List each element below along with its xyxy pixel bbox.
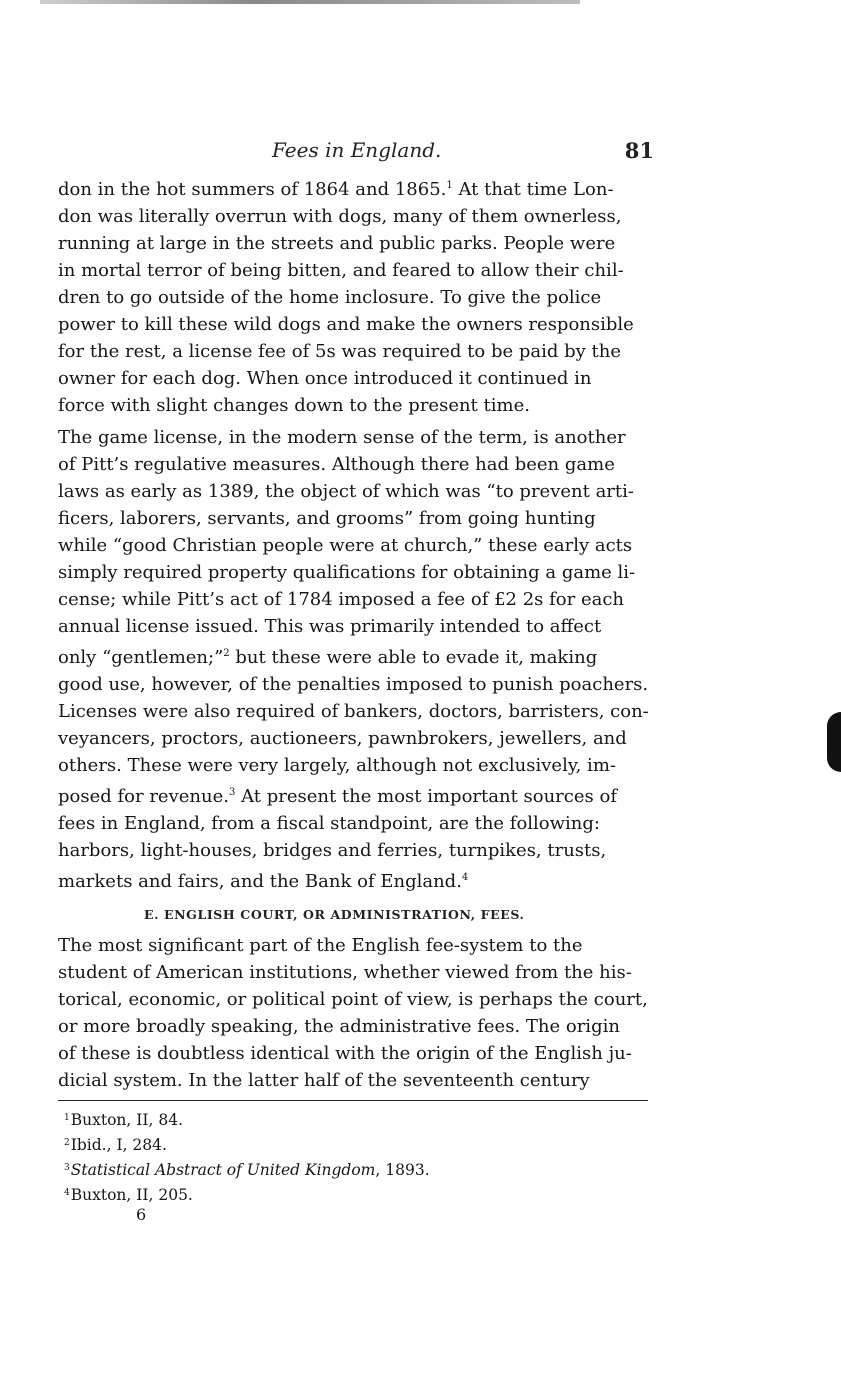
text-line: simply required property qualifications for obtaining a game li- <box>58 562 636 583</box>
paragraph-court-fees <box>58 932 652 1094</box>
text-line: harbors, light-houses, bridges and ferries, turnpikes, trusts, <box>58 840 607 861</box>
text-line: veyancers, proctors, auctioneers, pawnbrokers, jewellers, and <box>58 728 627 749</box>
book-page <box>58 132 652 1223</box>
footnote-ref: 2 <box>223 648 230 659</box>
text-line: power to kill these wild dogs and make the owners responsible <box>58 314 634 335</box>
text-line: torical, economic, or political point of view, is perhaps the court, <box>58 989 648 1010</box>
section-heading: E. ENGLISH COURT, OR ADMINISTRATION, FEES. <box>144 907 525 922</box>
page-header <box>58 132 652 172</box>
text-line: markets and fairs, and the Bank of England.$^4$ <box>58 871 469 892</box>
footnote-ref: 3 <box>228 787 236 798</box>
footnote-ref: 1 <box>446 180 453 191</box>
text-line: Licenses were also required of bankers, doctors, barristers, con- <box>58 701 649 722</box>
text-line: ficers, laborers, servants, and grooms” from going hunting <box>58 508 596 529</box>
text-line: The game license, in the modern sense of the term, is another <box>58 427 626 448</box>
footnote: $^3$Statistical Abstract of United Kingdom, 1893. <box>64 1161 430 1179</box>
text-line: or more broadly speaking, the administrative fees. The origin <box>58 1016 620 1037</box>
footnote: $^2$Ibid., I, 284. <box>64 1136 167 1154</box>
paragraph-dog-license <box>58 172 652 419</box>
text-line: while “good Christian people were at church,” these early acts <box>58 535 633 556</box>
text-line: in mortal terror of being bitten, and feared to allow their chil- <box>58 260 624 281</box>
text-line: cense; while Pitt’s act of 1784 imposed a fee of £2 2s for each <box>58 589 625 610</box>
footnote-divider <box>58 1100 648 1101</box>
text-line: annual license issued. This was primarily intended to affect <box>58 616 602 637</box>
text-line: owner for each dog. When once introduced it continued in <box>58 368 592 389</box>
text-line: fees in England, from a fiscal standpoint, are the following: <box>58 813 600 834</box>
footnote: $^4$Buxton, II, 205. <box>64 1186 193 1204</box>
text-line: good use, however, of the penalties imposed to punish poachers. <box>58 674 649 695</box>
text-line: don was literally overrun with dogs, many of them ownerless, <box>58 206 622 227</box>
text-line: dren to go outside of the home inclosure. To give the police <box>58 287 602 308</box>
footnote: $^1$Buxton, II, 84. <box>64 1111 183 1129</box>
page-number: 81 <box>624 138 654 163</box>
signature-mark: 6 <box>136 1205 147 1224</box>
text-line: dicial system. In the latter half of the seventeenth century <box>58 1070 590 1091</box>
paragraph-game-license <box>58 424 652 895</box>
text-line: laws as early as 1389, the object of which was “to prevent arti- <box>58 481 634 502</box>
text-line: only “gentlemen;”$^2$ but these were able to evade it, making <box>58 647 598 668</box>
text-line: for the rest, a license fee of 5s was required to be paid by the <box>58 341 621 362</box>
text-line: posed for revenue.$^3$ At present the most important sources of <box>58 786 617 807</box>
text-line: force with slight changes down to the present time. <box>58 395 530 416</box>
text-line: of Pitt’s regulative measures. Although there had been game <box>58 454 615 475</box>
text-line: don in the hot summers of 1864 and 1865.$^1$ At that time Lon- <box>58 179 614 200</box>
text-line: of these is doubtless identical with the origin of the English ju- <box>58 1043 632 1064</box>
footnote-ref: 4 <box>461 872 469 883</box>
text-line: The most significant part of the English fee-system to the <box>58 935 583 956</box>
text-line: student of American institutions, whether viewed from the his- <box>58 962 632 983</box>
running-title: Fees in England. <box>272 138 442 162</box>
page-edge-tab <box>827 712 841 772</box>
text-line: running at large in the streets and public parks. People were <box>58 233 616 254</box>
footnotes <box>58 1107 652 1223</box>
text-line: others. These were very largely, although not exclusively, im- <box>58 755 616 776</box>
page-top-edge <box>40 0 580 4</box>
